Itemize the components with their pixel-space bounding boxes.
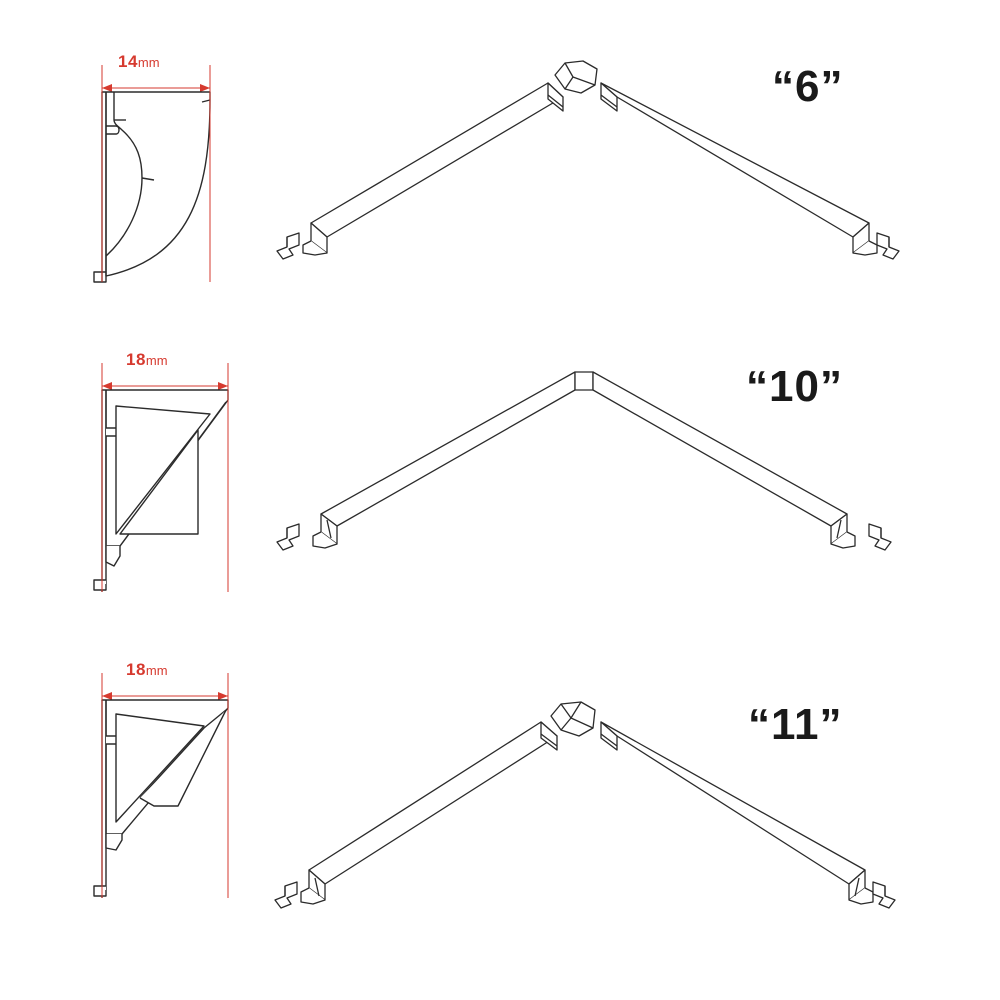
dimension-unit-10: mm [145, 353, 168, 368]
rounded-edge-trim-profile [80, 86, 260, 296]
dimension-label-10 [126, 350, 168, 370]
dimension-label-6 [118, 52, 160, 72]
dimension-unit-11: mm [145, 663, 168, 678]
flat-wedge-trim-profile [80, 694, 270, 914]
dimension-value-11: 18 [126, 660, 146, 679]
product-code-11: “11” [748, 700, 843, 749]
product-code-10: “10” [746, 362, 843, 411]
dimension-unit-6: mm [137, 55, 160, 70]
triangular-web-trim-profile [80, 384, 270, 604]
product-code-6: “6” [772, 62, 844, 111]
product-row-11 [0, 640, 1000, 1000]
product-row-10 [0, 330, 1000, 640]
product-row-6 [0, 0, 1000, 330]
dimension-label-11 [126, 660, 168, 680]
dimension-value-6: 14 [118, 52, 138, 71]
dimension-value-10: 18 [126, 350, 146, 369]
